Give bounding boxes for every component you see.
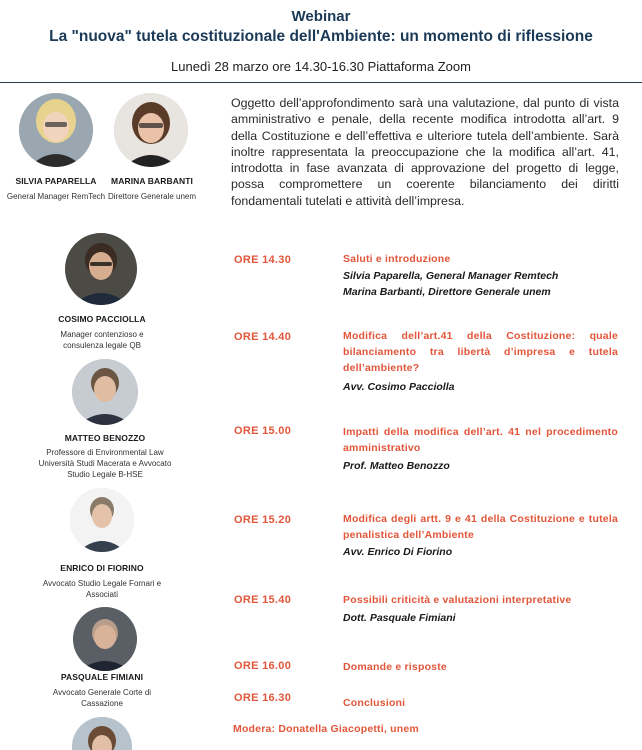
speaker-role: Manager contenzioso e consulenza legale QB (60, 330, 144, 350)
agenda-title: Modifica degli artt. 9 e 41 della Costituzione e tutela penalistica dell’Ambiente (343, 513, 618, 541)
avatar-matteo-benozzo-icon (72, 359, 138, 425)
agenda-title: Possibili criticità e valutazioni interpretative (343, 594, 572, 606)
speaker-name: MATTEO BENOZZO (64, 433, 146, 443)
webinar-kicker: Webinar (291, 8, 351, 25)
avatar-enrico-di-fiorino-icon (70, 488, 134, 552)
avatar-cosimo-pacciolla-icon (65, 233, 137, 305)
agenda-title: Modifica dell’art.41 della Costituzione: quale bilanciamento tra libertà d’impresa e tutela dell’ambiente? (343, 330, 618, 374)
speaker-name: PASQUALE FIMIANI (60, 672, 144, 682)
speaker-role: Direttore Generale unem (107, 192, 197, 201)
agenda-time: ORE 15.40 (234, 594, 292, 606)
agenda-time: ORE 16.00 (234, 660, 292, 672)
agenda-time: ORE 16.30 (234, 692, 292, 704)
speaker-role: Avvocato Generale Corte di Cassazione (52, 688, 152, 708)
agenda-title: Impatti della modifica dell’art. 41 nel procedimento amministrativo (343, 426, 618, 454)
agenda-time: ORE 14.40 (234, 331, 292, 343)
avatar-marina-barbanti-icon (114, 93, 188, 167)
agenda-speaker: Avv. Cosimo Pacciolla (343, 381, 455, 393)
agenda-speaker: Prof. Matteo Benozzo (343, 460, 450, 472)
avatar-moderator-icon (72, 717, 132, 750)
speaker-role: Avvocato Studio Legale Fornari e Associati (42, 579, 162, 599)
page-title: La "nuova" tutela costituzionale dell'Ambiente: un momento di riflessione (49, 28, 593, 45)
speaker-name: SILVIA PAPARELLA (15, 176, 97, 186)
speaker-role: Professore di Environmental Law Università Studi Macerata e Avvocato Studio Legale B-HSE (38, 448, 172, 479)
agenda-time: ORE 15.00 (234, 425, 292, 437)
agenda-speaker: Avv. Enrico Di Fiorino (343, 546, 453, 558)
agenda-time: ORE 14.30 (234, 254, 292, 266)
agenda-speaker: Silvia Paparella, General Manager Remtech Marina Barbanti, Direttore Generale unem (343, 270, 559, 298)
avatar-pasquale-fimiani-icon (73, 607, 137, 671)
speaker-role: General Manager RemTech (6, 192, 106, 201)
agenda-speaker: Dott. Pasquale Fimiani (343, 612, 456, 624)
agenda-title: Saluti e introduzione (343, 253, 451, 265)
agenda-time: ORE 15.20 (234, 514, 292, 526)
speaker-name: COSIMO PACCIOLLA (58, 314, 146, 324)
header-divider (0, 82, 642, 83)
speaker-name: ENRICO DI FIORINO (60, 563, 144, 573)
intro-paragraph: Oggetto dell’approfondimento sarà una valutazione, dal punto di vista amministrativo e penale, della recente modifica introdotta all’art. 9 della Costituzione e dell’effettiva e ulteriore tutela dell’ambiente. Sarà inoltre rappresentata la preoccupazione che la modifica all’art. 41, introdotta in fase avanzata di approvazione del progetto di legge, possa compromettere un coerente bilanciamento dei diritti fondamentali tutelati e attività dell’impresa. (231, 96, 619, 208)
speaker-name: MARINA BARBANTI (111, 176, 193, 186)
moderator-line: Modera: Donatella Giacopetti, unem (233, 723, 419, 735)
date-line: Lunedì 28 marzo ore 14.30-16.30 Piattaforma Zoom (171, 59, 471, 74)
agenda-title: Domande e risposte (343, 661, 447, 673)
avatar-silvia-paparella-icon (19, 93, 93, 167)
agenda-title: Conclusioni (343, 697, 406, 709)
